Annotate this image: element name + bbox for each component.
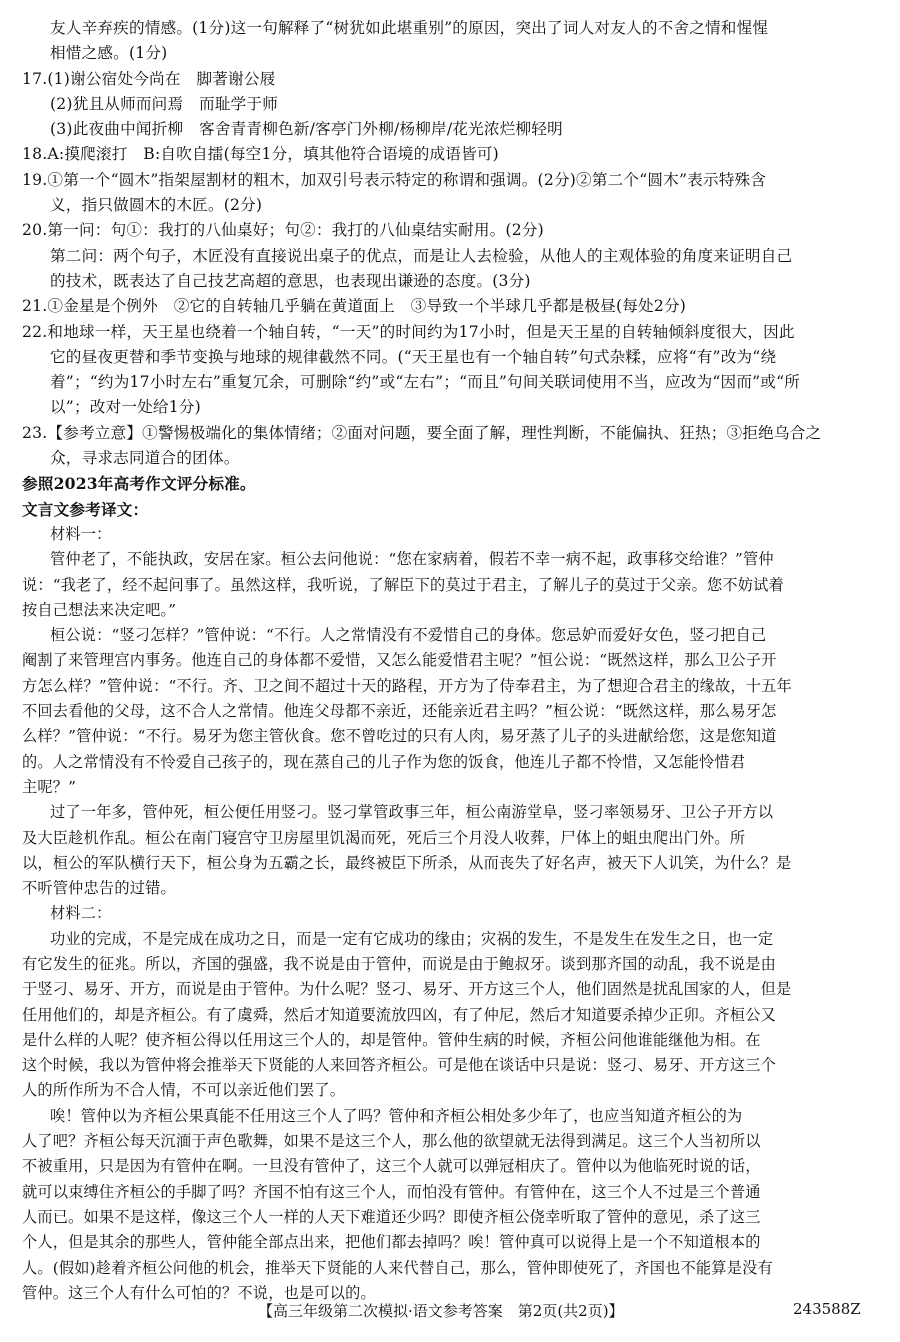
- translation-paragraph-line: 人的所作所为不合人情，不可以亲近他们罢了。: [22, 1081, 346, 1100]
- answer-19-cont: 义，指只做圆木的木匠。(2分): [50, 196, 263, 215]
- translation-title: 文言文参考译文：: [22, 499, 149, 519]
- material2-label: 材料二：: [50, 904, 112, 923]
- translation-paragraph-line: 不听管仲忠告的过错。: [22, 879, 176, 898]
- translation-paragraph-line: 的。人之常情没有不怜爱自己孩子的，现在蒸自己的儿子作为您的饭食，他连儿子都不怜惜，又怎能怜惜君: [22, 752, 746, 771]
- material1-label: 材料一：: [50, 524, 112, 543]
- answer-22-cont: 它的昼夜更替和季节变换与地球的规律截然不同。(“天王星也有一个轴自转”句式杂糅，应将“有”改为“绕: [50, 347, 777, 366]
- answer-line: 相惜之感。(1分): [50, 44, 168, 63]
- translation-paragraph-line: 是什么样的人呢？使齐桓公得以任用这三个人的，却是管仲。管仲生病的时候，齐桓公问他谁能继他为相。在: [22, 1030, 761, 1049]
- translation-paragraph-line: 唉！管仲以为齐桓公果真能不任用这三个人了吗？管仲和齐桓公相处多少年了，也应当知道齐桓公的为: [50, 1106, 743, 1125]
- answer-17-3: (3)此夜曲中闻折柳 客舍青青柳色新/客亭门外柳/杨柳岸/花光浓烂柳轻明: [50, 120, 563, 139]
- answer-20-q2: 第二问：两个句子，木匠没有直接说出桌子的优点，而是让人去检验，从他人的主观体验的角度来证明自己: [50, 246, 793, 265]
- footer-code: 243588Z: [793, 1300, 861, 1318]
- translation-paragraph-line: 么样？”管仲说：“不行。易牙为您主管伙食。您不曾吃过的只有人肉，易牙蒸了儿子的头进献给您，这是您知道: [22, 727, 777, 746]
- translation-paragraph-line: 说：“我老了，经不起问事了。虽然这样，我听说，了解臣下的莫过于君主，了解儿子的莫过于父亲。您不妨试着: [22, 575, 784, 594]
- footer-label: 【高三年级第二次模拟·语文参考答案 第2页(共2页)】: [258, 1302, 624, 1320]
- translation-paragraph-line: 及大臣趁机作乱。桓公在南门寝宫守卫房屋里饥渴而死，死后三个月没人收葬，尸体上的蛆虫爬出门外。所: [22, 828, 746, 847]
- answer-20: 20.第一问：句①：我打的八仙桌好；句②：我打的八仙桌结实耐用。(2分): [22, 221, 544, 240]
- translation-paragraph-line: 有它发生的征兆。所以，齐国的强盛，我不说是由于管仲，而说是由于鲍叔牙。谈到那齐国的动乱，我不说是由: [22, 954, 776, 973]
- essay-note: 参照2023年高考作文评分标准。: [22, 474, 256, 494]
- answer-20-cont: 的技术，既表达了自己技艺高超的意思，也表现出谦逊的态度。(3分): [50, 271, 531, 290]
- answer-21: 21.①金星是个例外 ②它的自转轴几乎躺在黄道面上 ③导致一个半球几乎都是极昼(每处2分): [22, 297, 687, 316]
- answer-line: 友人辛弃疾的情感。(1分)这一句解释了“树犹如此堪重别”的原因，突出了词人对友人的不舍之情和惺惺: [50, 19, 769, 37]
- page-content: [22, 16, 882, 1306]
- answer-22: 22.和地球一样，天王星也绕着一个轴自转，“一天”的时间约为17小时，但是天王星的自转轴倾斜度很大，因此: [22, 322, 795, 341]
- translation-paragraph-line: 主呢？”: [22, 777, 77, 796]
- translation-paragraph-line: 方怎么样？”管仲说：“不行。齐、卫之间不超过十天的路程，开方为了侍奉君主，为了想迎合君主的缘故，十五年: [22, 676, 792, 695]
- answer-23-cont: 众，寻求志同道合的团体。: [50, 449, 240, 468]
- translation-paragraph-line: 阉割了来管理宫内事务。他连自己的身体都不爱惜，又怎么能爱惜君主呢？”恒公说：“既然这样，那么卫公子开: [22, 651, 777, 670]
- translation-paragraph-line: 以，桓公的军队横行天下，桓公身为五霸之长，最终被臣下所杀，从而丧失了好名声，被天下人讥笑，为什么？是: [22, 853, 792, 872]
- translation-paragraph-line: 就可以束缚住齐桓公的手脚了吗？齐国不怕有这三个人，而怕没有管仲。有管仲在，这三个人不过是三个普通: [22, 1182, 761, 1201]
- translation-paragraph-line: 按自己想法来决定吧。”: [22, 600, 177, 619]
- translation-paragraph-line: 人。(假如)趁着齐桓公问他的机会，推举天下贤能的人来代替自己，那么，管仲即使死了，齐国也不能算是没有: [22, 1258, 773, 1277]
- translation-paragraph-line: 人而已。如果不是这样，像这三个人一样的人天下难道还少吗？即使齐桓公侥幸听取了管仲的意见，杀了这三: [22, 1207, 761, 1226]
- translation-paragraph-line: 不回去看他的父母，这不合人之常情。他连父母都不亲近，还能亲近君主吗？”桓公说：“既然这样，那么易牙怎: [22, 702, 777, 721]
- translation-paragraph-line: 桓公说：“竖刁怎样？”管仲说：“不行。人之常情没有不爱惜自己的身体。您忌妒而爱好女色，竖刁把自己: [50, 626, 767, 645]
- answer-19: 19.①第一个“圆木”指架屋割材的粗木，加双引号表示特定的称谓和强调。(2分)②第二个“圆木”表示特殊含: [22, 170, 767, 189]
- answer-18: 18.A:摸爬滚打 B:自吹自擂(每空1分，填其他符合语境的成语皆可): [22, 145, 499, 164]
- translation-paragraph-line: 过了一年多，管仲死，桓公便任用竖刁。竖刁掌管政事三年，桓公南游堂阜，竖刁率领易牙、卫公子开方以: [50, 803, 774, 822]
- translation-paragraph-line: 管仲。这三个人有什么可怕的？不说，也是可以的。: [22, 1283, 376, 1302]
- translation-paragraph-line: 任用他们的，却是齐桓公。有了虞舜，然后才知道要流放四凶，有了仲尼，然后才知道要杀掉少正卯。齐桓公又: [22, 1005, 776, 1024]
- answer-22-cont: 以”；改对一处给1分): [50, 398, 201, 417]
- page-footer: [0, 1300, 900, 1330]
- answer-22-cont: 着”；“约为17小时左右”重复冗余，可删除“约”或“左右”；“而且”句间关联词使用不当，应改为“因而”或“所: [50, 373, 801, 392]
- translation-paragraph-line: 于竖刁、易牙、开方，而说是由于管仲。为什么呢？竖刁、易牙、开方这三个人，他们固然是扰乱国家的人，但是: [22, 980, 792, 999]
- translation-paragraph-line: 个人，但是其余的那些人，管仲能全部点出来，把他们都去掉吗？唉！管仲真可以说得上是一个不知道根本的: [22, 1233, 761, 1252]
- answer-23: 23.【参考立意】①警惕极端化的集体情绪；②面对问题，要全面了解，理性判断，不能偏执、狂热；③拒绝乌合之: [22, 423, 822, 442]
- answer-17: 17.(1)谢公宿处今尚在 脚著谢公屐: [22, 69, 276, 88]
- translation-paragraph-line: 功业的完成，不是完成在成功之日，而是一定有它成功的缘由；灾祸的发生，不是发生在发生之日，也一定: [50, 929, 774, 948]
- answer-17-2: (2)犹且从师而问焉 而耻学于师: [50, 94, 279, 113]
- translation-paragraph-line: 这个时候，我以为管仲将会推举天下贤能的人来回答齐桓公。可是他在谈话中只是说：竖刁、易牙、开方这三个: [22, 1056, 776, 1075]
- translation-paragraph-line: 不被重用，只是因为有管仲在啊。一旦没有管仲了，这三个人就可以弹冠相庆了。管仲以为他临死时说的话，: [22, 1157, 761, 1176]
- translation-paragraph-line: 人了吧？齐桓公每天沉湎于声色歌舞，如果不是这三个人，那么他的欲望就无法得到满足。这三个人当初所以: [22, 1132, 761, 1151]
- translation-paragraph-line: 管仲老了，不能执政，安居在家。桓公去问他说：“您在家病着，假若不幸一病不起，政事移交给谁？”管仲: [50, 550, 774, 569]
